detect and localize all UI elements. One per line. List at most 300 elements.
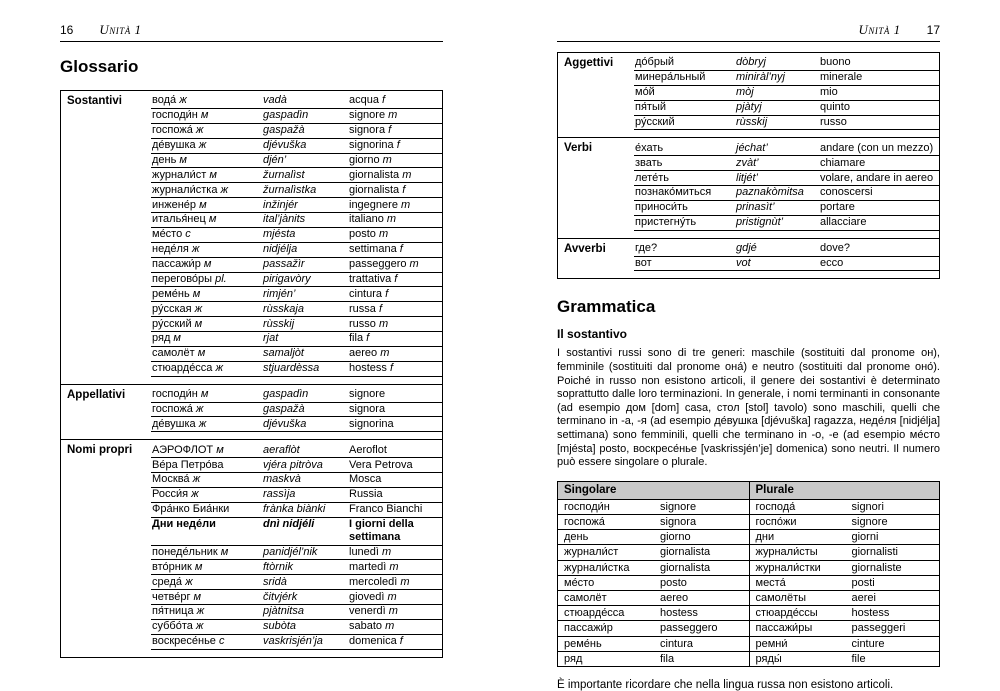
plural-cells — [749, 637, 940, 651]
cell-russian: ме́сто с — [152, 228, 191, 241]
cell-russian: где? — [635, 242, 658, 255]
gender-marker: ж — [192, 124, 204, 137]
glossary-row — [151, 109, 442, 124]
cell-italian: conoscersi — [820, 186, 873, 199]
number-table-row — [558, 591, 939, 606]
gender-marker: f — [399, 183, 406, 196]
cell-italian: dove? — [820, 242, 850, 255]
cell-transliteration: dòbryj — [736, 56, 766, 69]
articles-note: È importante ricordare che nella lingua russa non esistono articoli. — [557, 678, 894, 691]
cell-russian: пассажи́р м — [152, 258, 212, 271]
cell-italian: giornalisti — [851, 546, 898, 559]
cell-italian: russo m — [349, 317, 389, 330]
grammatica-heading: Grammatica — [557, 297, 656, 317]
cell-transliteration: ftòrnik — [263, 560, 293, 573]
cell-russian: приноси́ть — [635, 201, 688, 214]
cell-italian: sabato m — [349, 620, 395, 633]
gender-marker: м — [196, 198, 207, 211]
cell-italian: aereo — [660, 591, 689, 604]
cell-russian: ремни́ — [755, 637, 788, 650]
glossary-row — [151, 228, 442, 243]
gender-marker: м — [191, 317, 203, 330]
category-label: Nomi propri — [67, 444, 133, 457]
glossary-row — [634, 156, 939, 171]
cell-italian: passeggero — [660, 622, 718, 635]
glossary-row — [634, 86, 939, 101]
gender-marker: м — [200, 258, 212, 271]
glossary-rows — [151, 385, 442, 440]
cell-russian: стюарде́сса ж — [152, 362, 224, 375]
cell-transliteration: vadà — [263, 94, 287, 107]
gender-marker: м — [205, 213, 217, 226]
number-table-header — [558, 482, 939, 500]
cell-transliteration: passažìr — [263, 258, 305, 271]
glossary-row — [634, 186, 939, 201]
cell-russian: госпожа́ ж — [152, 124, 204, 137]
cell-russian: журнали́стка ж — [152, 183, 229, 196]
number-table-row — [558, 576, 939, 591]
singular-cells — [558, 530, 749, 544]
cell-russian: госпожа́ ж — [152, 402, 204, 415]
number-table-row — [558, 606, 939, 621]
cell-russian: дни — [755, 531, 775, 544]
gender-marker: ж — [182, 575, 193, 588]
cell-russian: италья́нец м — [152, 213, 217, 226]
cell-italian: signorina — [349, 417, 394, 430]
glossary-row — [634, 257, 939, 272]
cell-russian: вот — [635, 256, 652, 269]
glossary-row — [634, 171, 939, 186]
cell-transliteration: nidjélja — [263, 243, 298, 256]
cell-transliteration: rassìja — [263, 488, 296, 501]
glossary-row — [634, 216, 939, 231]
glossary-row — [151, 575, 442, 590]
glossary-rows — [634, 239, 939, 279]
cell-transliteration: jéchat’ — [736, 141, 768, 154]
number-table-row — [558, 515, 939, 530]
cell-transliteration: rjat — [263, 332, 279, 345]
cell-transliteration: aeraflòt — [263, 443, 300, 456]
glossary-row — [151, 154, 442, 169]
cell-italian: ingegnere m — [349, 198, 411, 211]
page-header-right — [557, 22, 940, 42]
sostantivo-subheading: Il sostantivo — [557, 327, 628, 342]
gender-marker: m — [399, 168, 412, 181]
plural-cells — [749, 606, 940, 620]
cell-transliteration: gaspažà — [263, 402, 305, 415]
cell-italian: aereo m — [349, 347, 390, 360]
cell-transliteration: ital’jànits — [263, 213, 306, 226]
cell-transliteration: dnì nidjéli — [263, 518, 315, 531]
gender-marker: f — [385, 124, 392, 137]
plural-cells — [749, 530, 940, 544]
glossary-row — [151, 403, 442, 418]
cell-italian: I giorni della settimana — [349, 518, 414, 544]
glossary-row — [151, 590, 442, 605]
glossary-row — [634, 101, 939, 116]
gender-marker: ж — [195, 139, 207, 152]
glossary-row — [151, 183, 442, 198]
gender-marker: f — [378, 94, 386, 107]
cell-russian: госпожа́ — [564, 515, 605, 528]
cell-transliteration: rimjén’ — [263, 287, 296, 300]
cell-transliteration: pirigavòry — [263, 272, 311, 285]
cell-russian: среда́ ж — [152, 575, 193, 588]
cell-russian: Ве́ра Петро́ва — [152, 458, 224, 471]
cell-transliteration: rùsskij — [736, 115, 768, 128]
cell-italian: signore — [660, 500, 697, 513]
cell-russian: пя́тница ж — [152, 605, 205, 618]
cell-transliteration: maskvà — [263, 473, 301, 486]
cell-italian: fila f — [349, 332, 370, 345]
glossary-row — [151, 213, 442, 228]
cell-russian: госпо́жи — [755, 515, 797, 528]
glossary-row — [151, 317, 442, 332]
cell-transliteration: miniràl’nyj — [736, 71, 785, 84]
cell-russian: до́брый — [635, 56, 675, 69]
gender-marker: ж — [195, 417, 207, 430]
gender-marker: ж — [176, 94, 187, 107]
gender-marker: ж — [189, 473, 201, 486]
cell-russian: Фра́нко Биа́нки — [152, 503, 230, 516]
cell-italian: russo — [820, 115, 847, 128]
cell-italian: Aeroflot — [349, 443, 387, 456]
plural-cells — [749, 576, 940, 590]
cell-russian: пассажи́ры — [755, 622, 813, 635]
cell-russian: самолёты — [755, 591, 807, 604]
cell-russian: пя́тый — [635, 101, 667, 114]
glossary-row — [151, 443, 442, 458]
cell-italian: hostess — [660, 607, 698, 620]
cell-italian: signora — [660, 515, 697, 528]
glossary-row — [151, 243, 442, 258]
singular-cells — [558, 621, 749, 635]
singular-header-cell — [558, 482, 749, 499]
glossary-section-verbi — [558, 138, 939, 238]
glossary-row — [151, 388, 442, 403]
cell-italian: aerei — [851, 591, 876, 604]
cell-transliteration: inžinjér — [263, 198, 298, 211]
cell-transliteration: prinasìt’ — [736, 201, 775, 214]
cell-transliteration: gaspadìn — [263, 388, 309, 401]
cell-transliteration: djévuška — [263, 139, 307, 152]
singular-cells — [558, 652, 749, 666]
cell-italian: cintura — [660, 637, 694, 650]
number-table-row — [558, 652, 939, 666]
gender-marker: м — [191, 560, 203, 573]
page-number: 16 — [60, 23, 74, 37]
gender-marker: f — [391, 272, 398, 285]
cell-russian: ру́сский — [635, 115, 675, 128]
cell-transliteration: subòta — [263, 620, 297, 633]
gender-marker: m — [397, 575, 410, 588]
plural-cells — [749, 515, 940, 529]
glossary-row — [151, 488, 442, 503]
cell-italian: Mosca — [349, 473, 382, 486]
cell-russian: вто́рник м — [152, 560, 203, 573]
cell-transliteration: zvàt’ — [736, 156, 759, 169]
cell-russian: реме́нь м — [152, 287, 201, 300]
cell-italian: giorno — [660, 531, 691, 544]
cell-italian: venerdì m — [349, 605, 398, 618]
cell-transliteration: djén’ — [263, 153, 287, 166]
unit-title: Unità 1 — [858, 22, 901, 37]
singular-header-label: Singolare — [564, 484, 617, 497]
cell-russian: журнали́сты — [755, 546, 818, 559]
glossary-section-appellativi — [61, 385, 442, 441]
cell-italian: posto — [660, 576, 687, 589]
glossary-table-right — [557, 52, 940, 279]
gender-marker: f — [396, 635, 403, 648]
cell-italian: giornalista — [660, 546, 711, 559]
cell-italian: hostess — [851, 607, 890, 620]
cell-italian: signora f — [349, 124, 392, 137]
number-table — [557, 481, 940, 667]
glossary-row — [634, 242, 939, 257]
cell-italian: signore — [349, 388, 386, 401]
glossary-row — [634, 201, 939, 216]
glossary-row — [151, 258, 442, 273]
gender-marker: ж — [217, 183, 229, 196]
cell-russian: самолёт м — [152, 347, 206, 360]
plural-cells — [749, 591, 940, 605]
gender-marker: m — [378, 545, 392, 558]
gender-marker: ж — [188, 243, 200, 256]
glossary-row — [151, 198, 442, 213]
cell-russian: ру́сская ж — [152, 302, 203, 315]
cell-transliteration: stjuardèssa — [263, 362, 320, 375]
cell-italian: allacciare — [820, 216, 867, 229]
plural-header-label: Plurale — [755, 484, 794, 497]
singular-cells — [558, 500, 749, 514]
cell-russian: день — [564, 531, 589, 544]
singular-cells — [558, 591, 749, 605]
gender-marker: m — [379, 153, 392, 166]
gender-marker: м — [176, 153, 187, 166]
cell-russian: ряды́ — [755, 652, 782, 665]
number-table-row — [558, 637, 939, 652]
cell-russian: минера́льный — [635, 71, 706, 84]
category-label: Sostantivi — [67, 95, 122, 107]
gender-marker: м — [206, 168, 217, 181]
cell-italian: italiano m — [349, 213, 397, 226]
page-right — [557, 0, 940, 691]
cell-russian: звать — [635, 156, 663, 169]
unit-title: Unità 1 — [99, 22, 142, 37]
gender-marker: f — [375, 302, 383, 315]
glossary-row — [151, 473, 442, 488]
cell-transliteration: rùsskaja — [263, 302, 304, 315]
cell-transliteration: litjét’ — [736, 171, 759, 184]
cell-russian: познако́миться — [635, 186, 712, 199]
cell-italian: chiamare — [820, 156, 866, 169]
cell-russian: Дни неде́ли — [152, 518, 216, 531]
cell-russian: стюарде́ссы — [755, 607, 818, 620]
category-label: Avverbi — [564, 242, 606, 255]
gender-marker: m — [397, 198, 411, 211]
glossary-row — [634, 71, 939, 86]
cell-transliteration: pjàtyj — [736, 101, 762, 114]
gender-marker: f — [363, 332, 370, 345]
cell-transliteration: paznakòmitsa — [736, 186, 804, 199]
cell-italian: minerale — [820, 71, 863, 84]
cell-italian: signorina f — [349, 139, 400, 152]
cell-russian: лете́ть — [635, 171, 669, 184]
gender-marker: м — [197, 388, 209, 401]
cell-italian: andare (con un mezzo) — [820, 141, 934, 154]
cell-italian: Franco Bianchi — [349, 503, 423, 516]
cell-transliteration: gdjé — [736, 242, 757, 255]
gender-marker: м — [197, 109, 209, 122]
glossary-row — [151, 287, 442, 302]
gender-marker: ж — [192, 620, 204, 633]
cell-russian: господа́ — [755, 500, 796, 513]
cell-russian: АЭРОФЛОТ м — [152, 443, 224, 456]
page-number: 17 — [926, 23, 940, 37]
cell-italian: signore m — [349, 109, 398, 122]
cell-italian: mio — [820, 86, 838, 99]
glossary-rows — [151, 91, 442, 384]
cell-russian: неде́ля ж — [152, 243, 200, 256]
singular-cells — [558, 606, 749, 620]
cell-italian: signori — [851, 500, 884, 513]
gender-marker: pl. — [212, 272, 227, 285]
gender-marker: м — [213, 443, 224, 456]
cell-italian: volare, andare in aereo — [820, 171, 934, 184]
cell-russian: господи́н м — [152, 109, 209, 122]
glossary-row — [151, 605, 442, 620]
cell-italian: posti — [851, 576, 875, 589]
gender-marker: m — [383, 213, 397, 226]
cell-italian: mercoledì m — [349, 575, 410, 588]
gender-marker: m — [375, 317, 389, 330]
gender-marker: ж — [193, 605, 205, 618]
cell-transliteration: sridà — [263, 575, 287, 588]
singular-cells — [558, 545, 749, 559]
cell-russian: пассажи́р — [564, 622, 613, 635]
cell-italian: martedì m — [349, 560, 399, 573]
plural-cells — [749, 652, 940, 666]
cell-italian: lunedì m — [349, 545, 392, 558]
glossary-row — [151, 620, 442, 635]
cell-transliteration: pjàtnitsa — [263, 605, 304, 618]
cell-italian: hostess f — [349, 362, 394, 375]
cell-transliteration: samaljòt — [263, 347, 304, 360]
cell-russian: суббо́та ж — [152, 620, 204, 633]
cell-russian: Москва́ ж — [152, 473, 201, 486]
cell-transliteration: pristignùt’ — [736, 216, 784, 229]
cell-italian: giorni — [851, 531, 879, 544]
cell-transliteration: panidjél’nik — [263, 545, 318, 558]
cell-russian: мо́й — [635, 86, 655, 99]
glossary-row — [151, 168, 442, 183]
cell-italian: ecco — [820, 256, 844, 269]
glossary-row — [151, 302, 442, 317]
cell-transliteration: gaspažà — [263, 124, 305, 137]
cell-russian: Росси́я ж — [152, 488, 199, 501]
gender-marker: m — [385, 109, 398, 122]
cell-russian: господи́н — [564, 500, 610, 513]
glossary-row — [151, 124, 442, 139]
glossary-table-left — [60, 90, 443, 658]
category-label: Appellativi — [67, 388, 126, 401]
cell-russian: вода́ ж — [152, 94, 187, 107]
cell-italian: cintura f — [349, 287, 389, 300]
glossary-row — [151, 560, 442, 575]
glossary-section-aggettivi — [558, 53, 939, 138]
cell-transliteration: rùsskij — [263, 317, 295, 330]
glossary-row — [151, 273, 442, 288]
number-table-row — [558, 561, 939, 576]
grammar-paragraph: I sostantivi russi sono di tre generi: maschile (sostituiti dal pronome он), femminile (sostituiti dal pronome она́) e neutro (sostituiti dal pronome оно́). Poiché in russo non esistono articoli, il genere dei sostantivi è determinato soprattutto dalle loro terminazioni. In generale, i nomi terminanti in consonante (ad esempio дом [dom] casa, стол [stol] tavolo) sono maschili, quelli che terminano in -а, -я (ad esempio де́вушка [djévuška] ragazza, неде́ля [nidjélja] settimana) sono femminili, quelli che terminano in -о, -е (ad esempio ме́сто [mjésta] posto, воскресе́нье [vaskrissjén’je] domenica) sono neutri. Il numero può essere singolare o plurale. — [557, 347, 940, 469]
gender-marker: м — [190, 590, 202, 603]
cell-italian: acqua f — [349, 94, 386, 107]
cell-italian: quinto — [820, 101, 850, 114]
gender-marker: с — [182, 228, 191, 241]
gender-marker: с — [215, 635, 225, 648]
glossary-row — [151, 503, 442, 518]
number-table-row — [558, 545, 939, 560]
cell-transliteration: mjésta — [263, 228, 296, 241]
gender-marker: f — [396, 243, 403, 256]
glossary-row — [634, 141, 939, 156]
gender-marker: ж — [188, 488, 199, 501]
cell-italian: giornalista f — [349, 183, 406, 196]
glossary-row — [151, 518, 442, 546]
cell-transliteration: vjéra pitròva — [263, 458, 323, 471]
cell-italian: signora — [349, 402, 386, 415]
glossary-row — [151, 94, 442, 109]
gender-marker: f — [393, 139, 400, 152]
plural-cells — [749, 500, 940, 514]
number-table-row — [558, 621, 939, 636]
cell-italian: giornaliste — [851, 561, 902, 574]
cell-italian: signore — [851, 515, 888, 528]
glossario-heading: Glossario — [60, 57, 139, 76]
cell-italian: posto m — [349, 228, 389, 241]
singular-cells — [558, 576, 749, 590]
cell-italian: fila — [660, 652, 675, 665]
cell-russian: четве́рг м — [152, 590, 202, 603]
category-label: Verbi — [564, 142, 593, 155]
glossary-section-sostantivi — [61, 91, 442, 385]
cell-russian: понеде́льник м — [152, 545, 229, 558]
glossary-row — [634, 116, 939, 131]
cell-russian: де́вушка ж — [152, 417, 207, 430]
gender-marker: ж — [212, 362, 224, 375]
cell-russian: ряд м — [152, 332, 181, 345]
cell-italian: russa f — [349, 302, 383, 315]
glossary-row — [151, 362, 442, 377]
page-left — [60, 0, 443, 658]
cell-italian: domenica f — [349, 635, 403, 648]
plural-cells — [749, 621, 940, 635]
cell-italian: giornalista — [660, 561, 711, 574]
cell-russian: ме́сто — [564, 576, 595, 589]
cell-russian: журнали́стка — [564, 561, 630, 574]
cell-russian: самолёт — [564, 591, 607, 604]
glossary-row — [634, 56, 939, 71]
singular-cells — [558, 561, 749, 575]
gender-marker: m — [384, 590, 397, 603]
plural-cells — [749, 545, 940, 559]
plural-header-cell — [749, 482, 940, 499]
cell-italian: giorno m — [349, 153, 392, 166]
cell-italian: Russia — [349, 488, 383, 501]
cell-transliteration: žurnalìst — [263, 168, 305, 181]
cell-transliteration: žurnalìstka — [263, 183, 317, 196]
glossary-row — [151, 139, 442, 154]
